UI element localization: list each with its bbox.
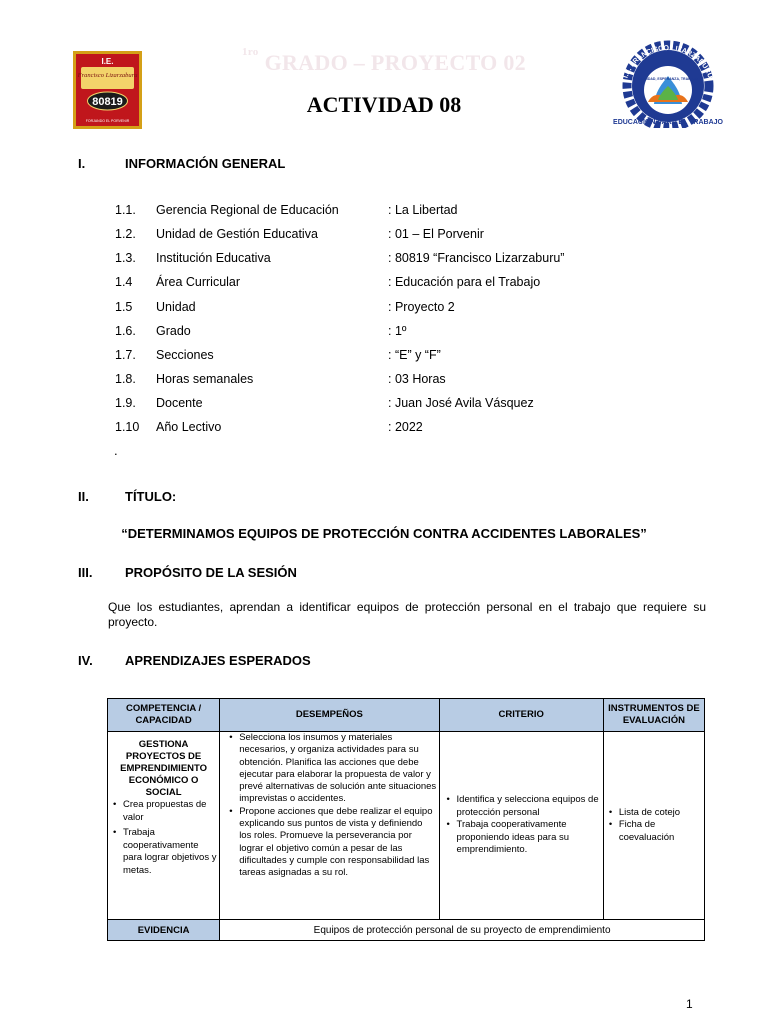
- instrumentos-cell: [603, 732, 704, 920]
- section-3-number: III.: [78, 565, 93, 580]
- learning-table: [107, 698, 705, 941]
- info-label: Unidad: [156, 300, 196, 314]
- trailing-dot: .: [114, 443, 118, 458]
- criterio-cell: [439, 732, 603, 920]
- section-2-number: II.: [78, 489, 89, 504]
- evidence-row: [108, 920, 705, 941]
- table-header-row: [108, 699, 705, 732]
- info-row: [0, 324, 768, 344]
- info-label: Institución Educativa: [156, 251, 271, 265]
- info-row: [0, 348, 768, 368]
- instrumentos-list: [606, 807, 702, 845]
- info-value: : “E” y “F”: [388, 348, 441, 362]
- info-value: : 2022: [388, 420, 423, 434]
- info-value: : 80819 “Francisco Lizarzaburu”: [388, 251, 565, 265]
- info-number: 1.4: [115, 275, 133, 289]
- header-instrumentos: INSTRUMENTOS DE EVALUACIÓN: [603, 699, 704, 732]
- info-number: 1.1.: [115, 203, 136, 217]
- desempenos-list: [226, 732, 436, 880]
- info-label: Unidad de Gestión Educativa: [156, 227, 318, 241]
- actividad-title: ACTIVIDAD 08: [306, 92, 462, 117]
- list-item: • Propone acciones que debe realizar el equipo explicando sus puntos de vista y definiendo los roles. Promueve la perseverancia por lograr el objetivo común a pesar de las dificultades y cumple con responsabilidad las tareas asignadas a su rol.: [239, 806, 436, 880]
- evidence-text: Equipos de protección personal de su proyecto de emprendimiento: [220, 920, 705, 941]
- info-number: 1.8.: [115, 372, 136, 386]
- svg-text:DIGNIDAD, ESPERANZA, TRABAJO: DIGNIDAD, ESPERANZA, TRABAJO: [638, 77, 698, 81]
- info-value: : 01 – El Porvenir: [388, 227, 484, 241]
- evidence-label: EVIDENCIA: [108, 920, 220, 941]
- info-row: [0, 396, 768, 416]
- info-label: Gerencia Regional de Educación: [156, 203, 339, 217]
- section-3-title: PROPÓSITO DE LA SESIÓN: [125, 565, 297, 580]
- desempenos-cell: [220, 732, 439, 920]
- list-item: • Crea propuestas de valor: [123, 799, 217, 824]
- info-label: Grado: [156, 324, 191, 338]
- list-item: • Trabaja cooperativamente para lograr objetivos y metas.: [123, 827, 217, 877]
- section-1-number: I.: [78, 156, 86, 171]
- info-value: : Juan José Avila Vásquez: [388, 396, 534, 410]
- list-item: • Identifica y selecciona equipos de protección personal: [457, 794, 599, 819]
- grado-text: GRADO – PROYECTO 02: [264, 50, 526, 75]
- svg-text:EDUCACIÓN PARA EL TRABAJO: EDUCACIÓN PARA EL TRABAJO: [613, 119, 723, 126]
- info-label: Año Lectivo: [156, 420, 222, 434]
- section-1-title: INFORMACIÓN GENERAL: [125, 156, 286, 171]
- table-row: [108, 732, 705, 920]
- info-number: 1.10: [115, 420, 140, 434]
- institution-gear-logo: [604, 40, 732, 128]
- info-row: [0, 251, 768, 271]
- grado-superscript: 1ro: [242, 46, 259, 58]
- capacidades-list: [110, 799, 217, 877]
- info-number: 1.3.: [115, 251, 136, 265]
- info-label: Secciones: [156, 348, 214, 362]
- competencia-cell: [108, 732, 220, 920]
- info-row: [0, 300, 768, 320]
- list-item: • Lista de cotejo: [619, 807, 702, 820]
- section-4-title: APRENDIZAJES ESPERADOS: [125, 653, 311, 668]
- svg-text:Francisco Lizarzaburu: Francisco Lizarzaburu: [77, 72, 138, 79]
- svg-text:80819: 80819: [92, 96, 123, 108]
- page-number: 1: [686, 997, 693, 1011]
- info-number: 1.9.: [115, 396, 136, 410]
- info-value: : 1º: [388, 324, 407, 338]
- info-row: [0, 275, 768, 295]
- competencia-title: GESTIONA PROYECTOS DE EMPRENDIMIENTO ECONÓMICO O SOCIAL: [120, 739, 208, 798]
- header-criterio: CRITERIO: [439, 699, 603, 732]
- session-title: “DETERMINAMOS EQUIPOS DE PROTECCIÓN CONTRA ACCIDENTES LABORALES”: [121, 526, 647, 541]
- info-label: Docente: [156, 396, 203, 410]
- svg-text:I.E.: I.E.: [101, 57, 114, 66]
- info-value: : Educación para el Trabajo: [388, 275, 541, 289]
- info-value: : 03 Horas: [388, 372, 446, 386]
- info-number: 1.5: [115, 300, 133, 314]
- list-item: • Trabaja cooperativamente proponiendo ideas para su emprendimiento.: [457, 819, 599, 857]
- info-row: [0, 372, 768, 392]
- section-4-number: IV.: [78, 653, 93, 668]
- svg-text:FORJANDO EL PORVENIR: FORJANDO EL PORVENIR: [85, 119, 130, 123]
- criterios-list: [444, 794, 599, 857]
- section-2-title: TÍTULO:: [125, 489, 177, 504]
- info-number: 1.6.: [115, 324, 136, 338]
- purpose-paragraph: Que los estudiantes, aprendan a identificar equipos de protección personal en el trabajo que requiere su proyecto.: [108, 600, 706, 629]
- list-item: • Selecciona los insumos y materiales necesarios, y organiza actividades para su obtención. Planifica las acciones que debe ejecutar para elaborar la propuesta de valor y prevé alternativas de solución ante situaciones imprevistas o accidentes.: [239, 732, 436, 806]
- info-row: [0, 227, 768, 247]
- info-row: [0, 203, 768, 223]
- list-item: • Ficha de coevaluación: [619, 819, 702, 844]
- info-value: : Proyecto 2: [388, 300, 455, 314]
- svg-text:I.E. FRANCISCO LIZARZABURU: I.E. FRANCISCO LIZARZABURU: [622, 44, 714, 80]
- info-value: : La Libertad: [388, 203, 458, 217]
- header-desempenos: DESEMPEÑOS: [220, 699, 439, 732]
- info-row: [0, 420, 768, 440]
- info-number: 1.2.: [115, 227, 136, 241]
- info-label: Horas semanales: [156, 372, 254, 386]
- info-number: 1.7.: [115, 348, 136, 362]
- info-label: Área Curricular: [156, 275, 241, 289]
- header-competencia: COMPETENCIA / CAPACIDAD: [108, 699, 220, 732]
